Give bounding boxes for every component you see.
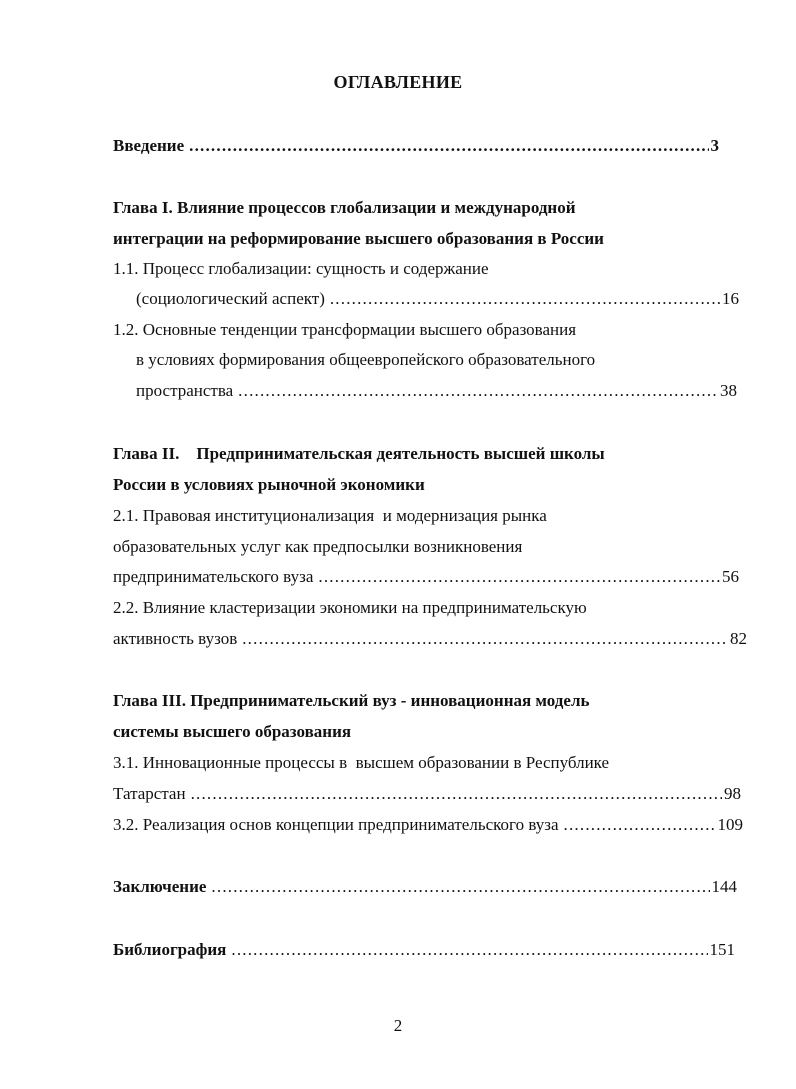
dot-leader	[211, 876, 709, 898]
toc-entry-section-1-1[interactable]	[136, 288, 739, 310]
section-3-1-line1: 3.1. Инновационные процессы в высшем образовании в Республике	[113, 753, 610, 772]
chapter-1-heading-line1[interactable]: Глава I. Влияние процессов глобализации и международной	[113, 198, 576, 217]
toc-entry-section-1-2[interactable]	[136, 380, 737, 402]
toc-page-number: 38	[720, 381, 737, 400]
toc-page-number: 144	[711, 877, 737, 896]
toc-page-number: 82	[730, 629, 747, 648]
toc-label: предпринимательского вуза	[113, 567, 314, 586]
toc-label: (социологический аспект)	[136, 289, 325, 308]
dot-leader	[191, 783, 722, 805]
dot-leader	[564, 814, 716, 836]
toc-label: 3.2. Реализация основ концепции предпринимательского вуза	[113, 815, 559, 834]
dot-leader	[318, 566, 720, 588]
dot-leader	[189, 135, 708, 157]
section-2-1-line1: 2.1. Правовая институционализация и модернизация рынка	[113, 506, 547, 525]
section-1-1-line1: 1.1. Процесс глобализации: сущность и содержание	[113, 259, 489, 278]
toc-label: пространства	[136, 381, 234, 400]
section-1-2-line1: 1.2. Основные тенденции трансформации высшего образования	[113, 320, 577, 339]
toc-page-number: 109	[717, 815, 743, 834]
chapter-3-heading-line2[interactable]: системы высшего образования	[113, 722, 352, 741]
dot-leader	[330, 288, 720, 310]
section-2-2-line1: 2.2. Влияние кластеризации экономики на предпринимательскую	[113, 598, 587, 617]
page-number: 2	[393, 1016, 403, 1035]
toc-label: Введение	[113, 136, 185, 155]
chapter-2-heading-line1[interactable]: Глава II. Предпринимательская деятельность высшей школы	[113, 444, 605, 463]
toc-entry-bibliography[interactable]	[113, 939, 735, 961]
section-1-2-line2: в условиях формирования общеевропейского образовательного	[136, 350, 596, 369]
chapter-1-heading-line2[interactable]: интеграции на реформирование высшего образования в России	[113, 229, 604, 248]
dot-leader	[242, 628, 728, 650]
toc-page-number: 16	[722, 289, 739, 308]
toc-label: активность вузов	[113, 629, 238, 648]
toc-page-number: 3	[710, 136, 719, 155]
section-2-1-line2: образовательных услуг как предпосылки возникновения	[113, 537, 523, 556]
toc-page-number: 151	[709, 940, 735, 959]
page-title: ОГЛАВЛЕНИЕ	[333, 72, 463, 92]
chapter-2-heading-line2[interactable]: России в условиях рыночной экономики	[113, 475, 425, 494]
toc-entry-section-3-1[interactable]	[113, 783, 741, 805]
chapter-3-heading-line1[interactable]: Глава III. Предпринимательский вуз - инновационная модель	[113, 691, 590, 710]
dot-leader	[238, 380, 718, 402]
toc-entry-section-2-1[interactable]	[113, 566, 739, 588]
toc-label: Заключение	[113, 877, 207, 896]
toc-page-number: 98	[724, 784, 741, 803]
toc-entry-section-3-2[interactable]	[113, 814, 743, 836]
toc-label: Библиография	[113, 940, 227, 959]
dot-leader	[231, 939, 707, 961]
toc-entry-introduction[interactable]	[113, 135, 719, 157]
toc-entry-conclusion[interactable]	[113, 876, 737, 898]
toc-page-number: 56	[722, 567, 739, 586]
toc-entry-section-2-2[interactable]	[113, 628, 747, 650]
toc-label: Татарстан	[113, 784, 186, 803]
